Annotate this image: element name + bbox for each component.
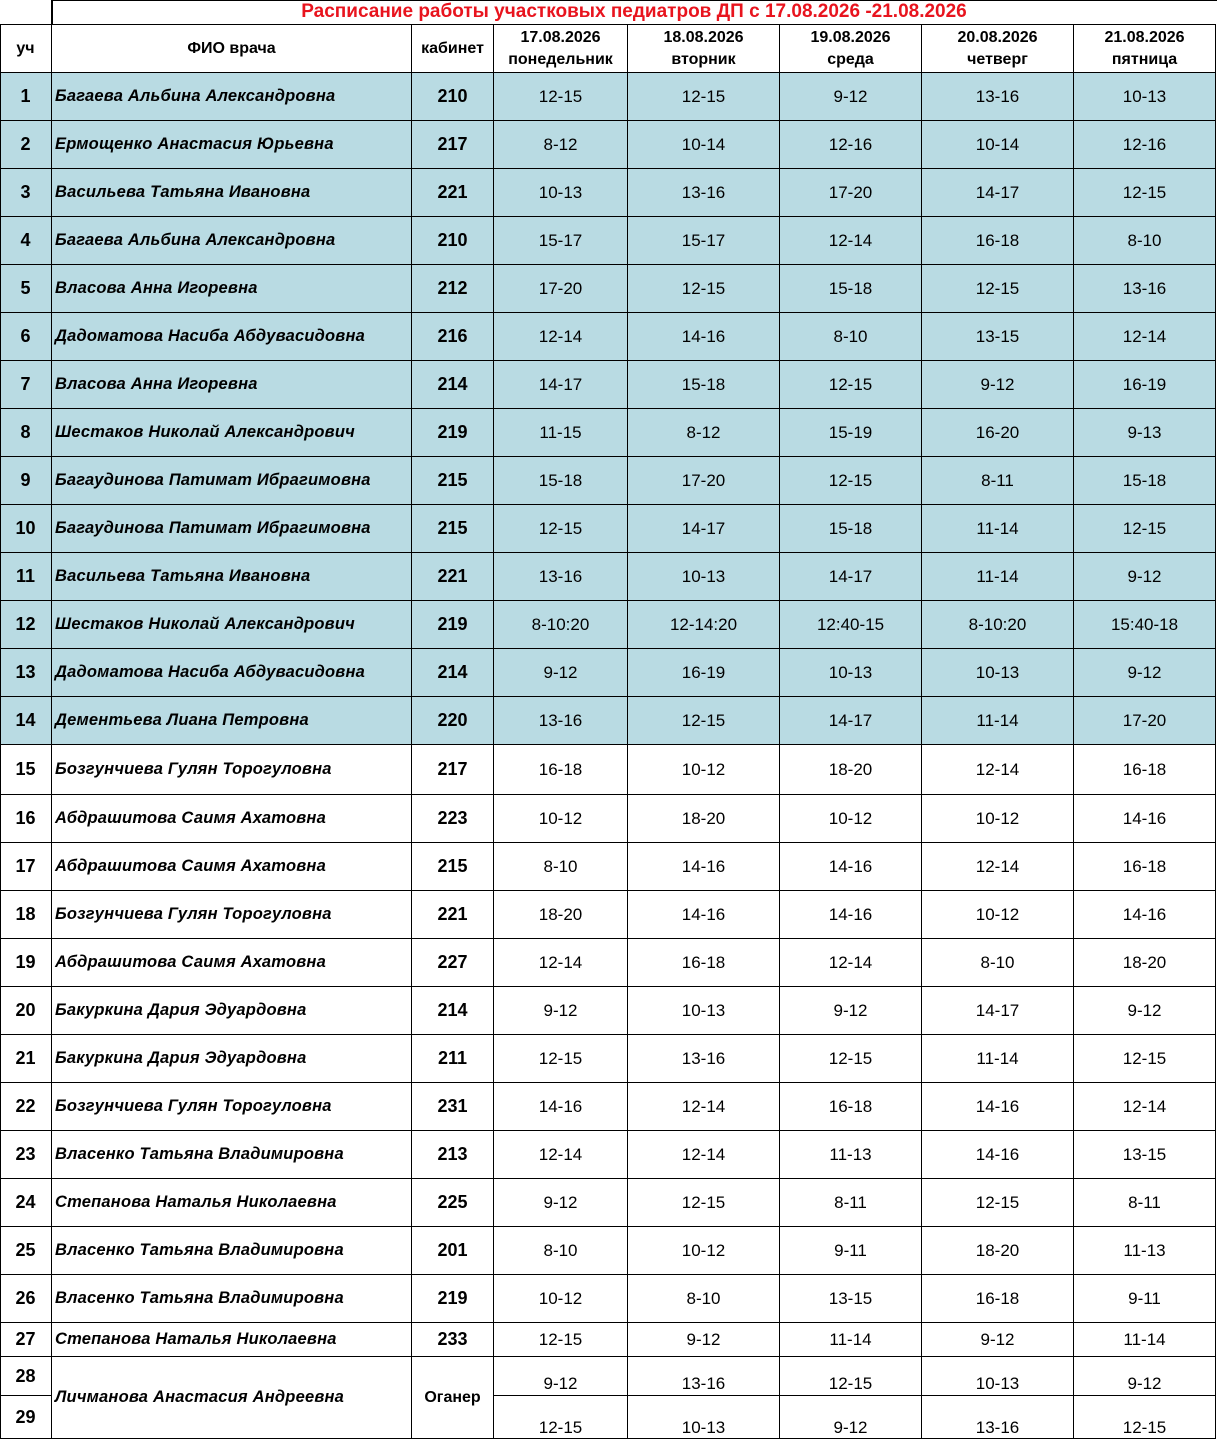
doctor-name: Абдрашитова Саимя Ахатовна <box>52 843 412 891</box>
row-number: 26 <box>0 1275 52 1323</box>
row-number: 19 <box>0 939 52 987</box>
cabinet-number: 221 <box>412 553 494 601</box>
row-number: 3 <box>0 169 52 217</box>
header-date: 20.08.2026 <box>957 28 1038 46</box>
schedule-time: 15-18 <box>1074 457 1216 505</box>
schedule-time: 10-13 <box>922 649 1074 697</box>
schedule-time: 12-14 <box>494 939 628 987</box>
schedule-time: 12-15 <box>780 1357 922 1396</box>
doctor-name: Власенко Татьяна Владимировна <box>52 1275 412 1323</box>
schedule-time: 12-16 <box>1074 121 1216 169</box>
schedule-time: 10-13 <box>628 553 780 601</box>
row-number: 14 <box>0 697 52 745</box>
schedule-time: 14-17 <box>922 169 1074 217</box>
doctor-name: Абдрашитова Саимя Ахатовна <box>52 795 412 843</box>
schedule-time: 18-20 <box>494 891 628 939</box>
row-number: 9 <box>0 457 52 505</box>
schedule-time: 14-17 <box>922 987 1074 1035</box>
cabinet-number: 214 <box>412 649 494 697</box>
header-fio: ФИО врача <box>52 25 412 73</box>
schedule-time: 12-14 <box>922 745 1074 795</box>
schedule-time: 12-15 <box>494 1323 628 1357</box>
schedule-time: 12-14 <box>628 1131 780 1179</box>
doctor-name: Власова Анна Игоревна <box>52 265 412 313</box>
cabinet-number: 210 <box>412 217 494 265</box>
schedule-time: 8-11 <box>780 1179 922 1227</box>
header-day <box>780 25 922 73</box>
schedule-time: 11-14 <box>780 1323 922 1357</box>
cabinet-number: 201 <box>412 1227 494 1275</box>
schedule-time: 12-15 <box>628 1179 780 1227</box>
schedule-time: 12-15 <box>780 457 922 505</box>
doctor-name: Васильева Татьяна Ивановна <box>52 169 412 217</box>
schedule-time: 12-14 <box>922 843 1074 891</box>
schedule-time: 8-10 <box>494 1227 628 1275</box>
schedule-time: 13-16 <box>494 553 628 601</box>
header-date: 18.08.2026 <box>663 28 744 46</box>
schedule-time: 9-13 <box>1074 409 1216 457</box>
schedule-time: 11-14 <box>922 553 1074 601</box>
header-day <box>922 25 1074 73</box>
schedule-time: 12-15 <box>1074 505 1216 553</box>
row-number: 18 <box>0 891 52 939</box>
schedule-time: 12-14 <box>494 1131 628 1179</box>
doctor-name: Ермощенко Анастасия Юрьевна <box>52 121 412 169</box>
row-number: 8 <box>0 409 52 457</box>
schedule-time: 14-16 <box>1074 891 1216 939</box>
cabinet-number: 221 <box>412 891 494 939</box>
schedule-time: 13-16 <box>1074 265 1216 313</box>
schedule-time: 11-13 <box>780 1131 922 1179</box>
row-number: 28 <box>0 1357 52 1396</box>
cabinet-number: 217 <box>412 745 494 795</box>
row-number: 22 <box>0 1083 52 1131</box>
schedule-time: 13-15 <box>1074 1131 1216 1179</box>
row-number: 5 <box>0 265 52 313</box>
doctor-name: Бозгунчиева Гулян Торогуловна <box>52 1083 412 1131</box>
schedule-time: 16-18 <box>1074 843 1216 891</box>
schedule-time: 14-16 <box>628 891 780 939</box>
schedule-time: 13-16 <box>628 1035 780 1083</box>
schedule-time: 14-16 <box>494 1083 628 1131</box>
row-number: 11 <box>0 553 52 601</box>
schedule-time: 12-15 <box>494 505 628 553</box>
schedule-time: 15-18 <box>628 361 780 409</box>
schedule-time: 10-12 <box>628 745 780 795</box>
schedule-time: 12-15 <box>628 73 780 121</box>
cabinet-number: 211 <box>412 1035 494 1083</box>
doctor-name: Шестаков Николай Александрович <box>52 601 412 649</box>
row-number: 27 <box>0 1323 52 1357</box>
schedule-time: 15-17 <box>494 217 628 265</box>
header-date: 21.08.2026 <box>1104 28 1185 46</box>
schedule-time: 13-15 <box>922 313 1074 361</box>
schedule-time: 17-20 <box>494 265 628 313</box>
doctor-name: Багаудинова Патимат Ибрагимовна <box>52 457 412 505</box>
cabinet-number: 223 <box>412 795 494 843</box>
schedule-time: 14-17 <box>494 361 628 409</box>
row-number: 29 <box>0 1396 52 1439</box>
schedule-time: 12-14 <box>494 313 628 361</box>
schedule-time: 16-18 <box>780 1083 922 1131</box>
schedule-time: 12-15 <box>1074 1035 1216 1083</box>
cabinet-number: 219 <box>412 409 494 457</box>
schedule-time: 15-19 <box>780 409 922 457</box>
doctor-name: Васильева Татьяна Ивановна <box>52 553 412 601</box>
schedule-time: 9-12 <box>494 987 628 1035</box>
row-number: 23 <box>0 1131 52 1179</box>
schedule-time: 14-17 <box>628 505 780 553</box>
schedule-time: 18-20 <box>628 795 780 843</box>
cabinet-name: Оганер <box>412 1357 494 1439</box>
schedule-time: 15-18 <box>780 505 922 553</box>
cabinet-number: 217 <box>412 121 494 169</box>
schedule-time: 12-15 <box>922 265 1074 313</box>
title-spacer <box>0 0 52 25</box>
doctor-name: Бозгунчиева Гулян Торогуловна <box>52 745 412 795</box>
schedule-time: 9-12 <box>494 1179 628 1227</box>
doctor-name: Багаудинова Патимат Ибрагимовна <box>52 505 412 553</box>
schedule-time: 14-17 <box>780 697 922 745</box>
schedule-time: 13-16 <box>628 169 780 217</box>
schedule-time: 11-14 <box>922 505 1074 553</box>
schedule-time: 13-16 <box>628 1357 780 1396</box>
schedule-time: 15-17 <box>628 217 780 265</box>
header-weekday: вторник <box>671 50 736 68</box>
schedule-time: 16-19 <box>1074 361 1216 409</box>
schedule-time: 9-12 <box>1074 1357 1216 1396</box>
schedule-time: 9-12 <box>628 1323 780 1357</box>
grid-line <box>0 25 1 1439</box>
schedule-time: 13-15 <box>780 1275 922 1323</box>
schedule-time: 10-13 <box>780 649 922 697</box>
schedule-time: 9-12 <box>780 1396 922 1439</box>
row-number: 25 <box>0 1227 52 1275</box>
cabinet-number: 233 <box>412 1323 494 1357</box>
row-number: 7 <box>0 361 52 409</box>
schedule-time: 14-16 <box>628 313 780 361</box>
schedule-time: 16-18 <box>628 939 780 987</box>
row-number: 16 <box>0 795 52 843</box>
cabinet-number: 215 <box>412 457 494 505</box>
row-number: 1 <box>0 73 52 121</box>
cabinet-number: 214 <box>412 361 494 409</box>
header-uch: уч <box>0 25 52 73</box>
schedule-time: 8-12 <box>628 409 780 457</box>
doctor-name: Личманова Анастасия Андреевна <box>52 1357 412 1439</box>
row-number: 4 <box>0 217 52 265</box>
schedule-title: Расписание работы участковых педиатров ДП с 17.08.2026 -21.08.2026 <box>52 0 1216 25</box>
doctor-name: Шестаков Николай Александрович <box>52 409 412 457</box>
row-number: 15 <box>0 745 52 795</box>
cabinet-number: 221 <box>412 169 494 217</box>
doctor-name: Багаева Альбина Александровна <box>52 73 412 121</box>
schedule-time: 9-12 <box>1074 987 1216 1035</box>
row-number: 13 <box>0 649 52 697</box>
row-number: 20 <box>0 987 52 1035</box>
header-date: 17.08.2026 <box>520 28 601 46</box>
schedule-time: 10-12 <box>494 1275 628 1323</box>
schedule-time: 9-12 <box>922 1323 1074 1357</box>
schedule-time: 12-15 <box>494 73 628 121</box>
header-day <box>628 25 780 73</box>
cabinet-number: 231 <box>412 1083 494 1131</box>
schedule-time: 12-14 <box>780 217 922 265</box>
schedule-time: 14-17 <box>780 553 922 601</box>
schedule-time: 10-13 <box>628 987 780 1035</box>
schedule-time: 12-14 <box>1074 313 1216 361</box>
schedule-time: 8-10 <box>780 313 922 361</box>
cabinet-number: 215 <box>412 505 494 553</box>
schedule-time: 10-13 <box>922 1357 1074 1396</box>
cabinet-number: 213 <box>412 1131 494 1179</box>
schedule-time: 10-12 <box>780 795 922 843</box>
row-number: 10 <box>0 505 52 553</box>
row-number: 24 <box>0 1179 52 1227</box>
schedule-time: 9-11 <box>780 1227 922 1275</box>
schedule-time: 17-20 <box>1074 697 1216 745</box>
schedule-time: 12:40-15 <box>780 601 922 649</box>
schedule-time: 10-12 <box>922 795 1074 843</box>
schedule-time: 8-10 <box>922 939 1074 987</box>
doctor-name: Абдрашитова Саимя Ахатовна <box>52 939 412 987</box>
schedule-time: 9-11 <box>1074 1275 1216 1323</box>
schedule-time: 8-12 <box>494 121 628 169</box>
cabinet-number: 216 <box>412 313 494 361</box>
schedule-time: 15-18 <box>780 265 922 313</box>
grid-line <box>52 0 1217 1</box>
doctor-name: Степанова Наталья Николаевна <box>52 1179 412 1227</box>
row-number: 21 <box>0 1035 52 1083</box>
schedule-time: 15:40-18 <box>1074 601 1216 649</box>
schedule-time: 14-16 <box>922 1131 1074 1179</box>
schedule-time: 11-13 <box>1074 1227 1216 1275</box>
doctor-name: Бакуркина Дария Эдуардовна <box>52 987 412 1035</box>
doctor-name: Степанова Наталья Николаевна <box>52 1323 412 1357</box>
schedule-time: 12-15 <box>780 1035 922 1083</box>
schedule-time: 12-15 <box>1074 1396 1216 1439</box>
header-weekday: четверг <box>967 50 1028 68</box>
schedule-time: 13-16 <box>494 697 628 745</box>
schedule-time: 12-15 <box>494 1035 628 1083</box>
schedule-time: 15-18 <box>494 457 628 505</box>
header-cabinet: кабинет <box>412 25 494 73</box>
schedule-time: 9-12 <box>1074 553 1216 601</box>
schedule-time: 8-10 <box>628 1275 780 1323</box>
schedule-time: 18-20 <box>922 1227 1074 1275</box>
schedule-time: 12-14 <box>1074 1083 1216 1131</box>
schedule-time: 12-15 <box>922 1179 1074 1227</box>
doctor-name: Власенко Татьяна Владимировна <box>52 1131 412 1179</box>
schedule-time: 16-18 <box>922 1275 1074 1323</box>
schedule-time: 9-12 <box>922 361 1074 409</box>
schedule-time: 10-13 <box>1074 73 1216 121</box>
schedule-time: 12-14 <box>628 1083 780 1131</box>
schedule-time: 13-16 <box>922 1396 1074 1439</box>
row-number: 6 <box>0 313 52 361</box>
cabinet-number: 212 <box>412 265 494 313</box>
schedule-time: 16-18 <box>494 745 628 795</box>
row-number: 17 <box>0 843 52 891</box>
schedule-time: 11-14 <box>922 697 1074 745</box>
schedule-time: 17-20 <box>780 169 922 217</box>
schedule-time: 11-15 <box>494 409 628 457</box>
schedule-time: 16-18 <box>922 217 1074 265</box>
grid-line <box>52 0 53 25</box>
doctor-name: Дементьева Лиана Петровна <box>52 697 412 745</box>
schedule-time: 10-14 <box>922 121 1074 169</box>
schedule-time: 18-20 <box>1074 939 1216 987</box>
schedule-time: 10-12 <box>628 1227 780 1275</box>
schedule-time: 11-14 <box>1074 1323 1216 1357</box>
schedule-time: 13-16 <box>922 73 1074 121</box>
schedule-time: 14-16 <box>1074 795 1216 843</box>
schedule-time: 12-15 <box>1074 169 1216 217</box>
header-day <box>494 25 628 73</box>
row-number: 2 <box>0 121 52 169</box>
doctor-name: Власенко Татьяна Владимировна <box>52 1227 412 1275</box>
schedule-time: 17-20 <box>628 457 780 505</box>
schedule-time: 8-10:20 <box>494 601 628 649</box>
schedule-time: 12-15 <box>628 265 780 313</box>
schedule-time: 12-14 <box>780 939 922 987</box>
schedule-time: 16-18 <box>1074 745 1216 795</box>
schedule-time: 14-16 <box>922 1083 1074 1131</box>
schedule-time: 9-12 <box>780 987 922 1035</box>
header-date: 19.08.2026 <box>810 28 891 46</box>
schedule-time: 11-14 <box>922 1035 1074 1083</box>
schedule-time: 10-12 <box>922 891 1074 939</box>
header-weekday: пятница <box>1111 50 1178 68</box>
doctor-name: Дадоматова Насиба Абдувасидовна <box>52 649 412 697</box>
schedule-time: 18-20 <box>780 745 922 795</box>
cabinet-number: 210 <box>412 73 494 121</box>
schedule-time: 9-12 <box>494 1357 628 1396</box>
header-weekday: понедельник <box>508 50 613 68</box>
schedule-time: 9-12 <box>1074 649 1216 697</box>
schedule-time: 8-11 <box>1074 1179 1216 1227</box>
doctor-name: Бакуркина Дария Эдуардовна <box>52 1035 412 1083</box>
doctor-name: Бозгунчиева Гулян Торогуловна <box>52 891 412 939</box>
schedule-time: 9-12 <box>494 649 628 697</box>
schedule-time: 8-10 <box>1074 217 1216 265</box>
cabinet-number: 227 <box>412 939 494 987</box>
schedule-time: 8-10:20 <box>922 601 1074 649</box>
schedule-time: 12-15 <box>628 697 780 745</box>
schedule-time: 10-12 <box>494 795 628 843</box>
schedule-time: 12-14:20 <box>628 601 780 649</box>
cabinet-number: 215 <box>412 843 494 891</box>
schedule-time: 10-13 <box>494 169 628 217</box>
doctor-name: Дадоматова Насиба Абдувасидовна <box>52 313 412 361</box>
schedule-time: 16-20 <box>922 409 1074 457</box>
header-weekday: среда <box>827 50 874 68</box>
schedule-time: 10-14 <box>628 121 780 169</box>
schedule-time: 8-10 <box>494 843 628 891</box>
schedule-time: 14-16 <box>780 891 922 939</box>
schedule-time: 12-15 <box>780 361 922 409</box>
schedule-time: 12-15 <box>494 1396 628 1439</box>
cabinet-number: 214 <box>412 987 494 1035</box>
schedule-time: 10-13 <box>628 1396 780 1439</box>
cabinet-number: 225 <box>412 1179 494 1227</box>
schedule-time: 14-16 <box>628 843 780 891</box>
schedule-time: 12-16 <box>780 121 922 169</box>
cabinet-number: 219 <box>412 1275 494 1323</box>
row-number: 12 <box>0 601 52 649</box>
schedule-time: 14-16 <box>780 843 922 891</box>
header-day <box>1074 25 1216 73</box>
cabinet-number: 220 <box>412 697 494 745</box>
schedule-time: 9-12 <box>780 73 922 121</box>
doctor-name: Багаева Альбина Александровна <box>52 217 412 265</box>
doctor-name: Власова Анна Игоревна <box>52 361 412 409</box>
cabinet-number: 219 <box>412 601 494 649</box>
schedule-time: 8-11 <box>922 457 1074 505</box>
schedule-time: 16-19 <box>628 649 780 697</box>
